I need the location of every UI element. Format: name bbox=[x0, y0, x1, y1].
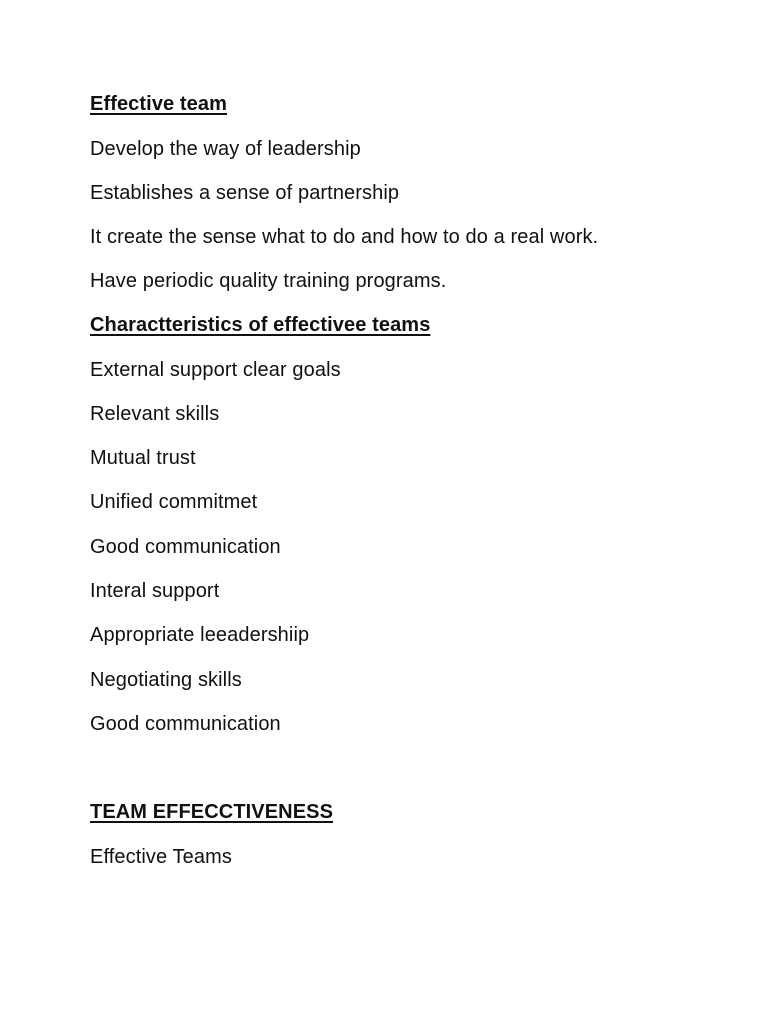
list-item: Good communication bbox=[90, 713, 281, 735]
list-item: Negotiating skills bbox=[90, 669, 242, 691]
list-item: Relevant skills bbox=[90, 403, 220, 425]
list-item: Develop the way of leadership bbox=[90, 138, 361, 160]
section-heading-effective-team: Effective team bbox=[90, 93, 228, 115]
list-item: External support clear goals bbox=[90, 359, 341, 381]
list-item: It create the sense what to do and how to do a real work. bbox=[90, 226, 599, 248]
list-item: Have periodic quality training programs. bbox=[90, 270, 447, 292]
list-item: Appropriate leeadershiip bbox=[90, 624, 310, 646]
section-heading-characteristics: Charactteristics of effectivee teams bbox=[90, 314, 431, 336]
list-item: Effective Teams bbox=[90, 846, 232, 868]
list-item: Interal support bbox=[90, 580, 220, 602]
list-item: Establishes a sense of partnership bbox=[90, 182, 400, 204]
list-item: Good communication bbox=[90, 536, 281, 558]
list-item: Unified commitmet bbox=[90, 491, 258, 513]
list-item: Mutual trust bbox=[90, 447, 196, 469]
section-heading-team-effectiveness: TEAM EFFECCTIVENESS bbox=[90, 801, 334, 823]
